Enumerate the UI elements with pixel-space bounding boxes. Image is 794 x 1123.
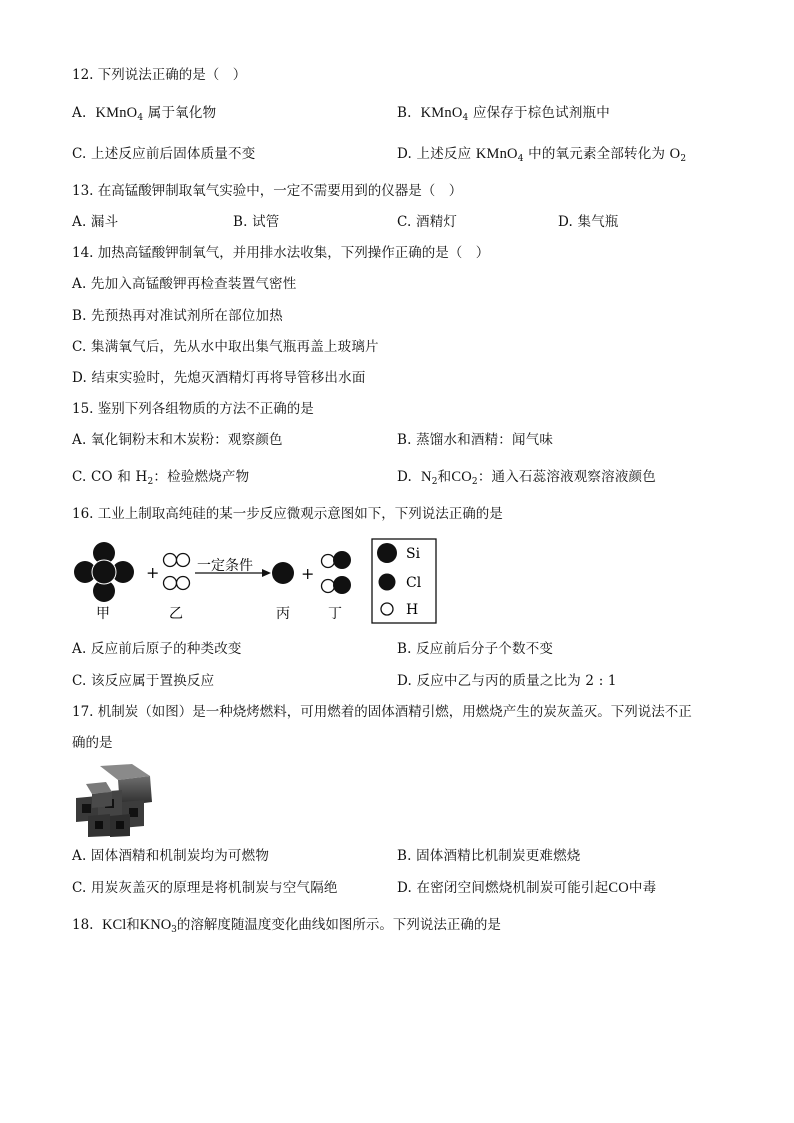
charcoal-image	[72, 762, 158, 838]
label-bing: 丙	[276, 606, 290, 622]
svg-text:+: +	[301, 564, 315, 583]
q15-option-c: C. CO 和 $H_2$：检验燃烧产物	[72, 469, 250, 487]
q16-option-a: A. 反应前后原子的种类改变	[72, 641, 242, 657]
q16-option-c: C. 该反应属于置换反应	[72, 673, 215, 689]
q13-option-b: B. 试管	[233, 214, 280, 230]
q15-option-a: A. 氧化铜粉末和木炭粉：观察颜色	[72, 432, 283, 448]
q17-stem-line2: 确的是	[72, 735, 113, 751]
label-ding: 丁	[328, 606, 342, 622]
q12-option-c: C. 上述反应前后固体质量不变	[72, 146, 256, 162]
q12-option-d: D. 上述反应 KMnO$_4$ 中的氧元素全部转化为 $O_2$	[397, 146, 687, 164]
legend-si: Si	[406, 546, 421, 562]
reaction-condition: 一定条件	[197, 558, 253, 574]
molecule-jia	[74, 542, 134, 602]
q14-option-a: A. 先加入高锰酸钾再检查装置气密性	[72, 276, 297, 292]
q17-stem-line1: 17. 机制炭（如图）是一种烧烤燃料，可用燃着的固体酒精引燃，用燃烧产生的炭灰盖灭。下列说法不正	[72, 704, 692, 720]
q17-option-c: C. 用炭灰盖灭的原理是将机制炭与空气隔绝	[72, 880, 338, 896]
label-yi: 乙	[169, 606, 183, 622]
q14-stem: 14. 加热高锰酸钾制氧气，并用排水法收集，下列操作正确的是（ ）	[72, 245, 490, 261]
legend-h: H	[406, 602, 419, 618]
q15-stem: 15. 鉴别下列各组物质的方法不正确的是	[72, 401, 314, 417]
q16-option-b: B. 反应前后分子个数不变	[397, 641, 554, 657]
q13-option-d: D. 集气瓶	[558, 214, 619, 230]
svg-text:+: +	[146, 563, 160, 582]
reaction-diagram	[70, 536, 470, 628]
q17-option-d: D. 在密闭空间燃烧机制炭可能引起CO中毒	[397, 880, 657, 896]
q13-option-a: A. 漏斗	[72, 214, 119, 230]
molecule-bing	[272, 562, 294, 584]
molecule-yi	[164, 554, 190, 590]
q17-option-a: A. 固体酒精和机制炭均为可燃物	[72, 848, 270, 864]
q14-option-b: B. 先预热再对准试剂所在部位加热	[72, 308, 283, 324]
q12-option-b: B. KMnO$_4$ 应保存于棕色试剂瓶中	[397, 105, 610, 123]
q15-option-b: B. 蒸馏水和酒精：闻气味	[397, 432, 554, 448]
label-jia: 甲	[96, 606, 110, 622]
q15-option-d: D. $N_2$和$CO_2$：通入石蕊溶液观察溶液颜色	[397, 469, 656, 487]
molecule-ding	[322, 551, 352, 594]
q16-stem: 16. 工业上制取高纯硅的某一步反应微观示意图如下，下列说法正确的是	[72, 506, 503, 522]
q12-stem: 12. 下列说法正确的是（ ）	[72, 67, 247, 83]
legend-cl: Cl	[406, 575, 422, 591]
q14-option-c: C. 集满氧气后，先从水中取出集气瓶再盖上玻璃片	[72, 339, 379, 355]
q16-option-d: D. 反应中乙与丙的质量之比为 2 : 1	[397, 673, 617, 689]
q13-stem: 13. 在高锰酸钾制取氧气实验中，一定不需要用到的仪器是（ ）	[72, 183, 463, 199]
q14-option-d: D. 结束实验时，先熄灭酒精灯再将导管移出水面	[72, 370, 366, 386]
q17-option-b: B. 固体酒精比机制炭更难燃烧	[397, 848, 581, 864]
q18-stem: 18. KCl和$KNO_3$的溶解度随温度变化曲线如图所示。下列说法正确的是	[72, 917, 501, 935]
q13-option-c: C. 酒精灯	[397, 214, 458, 230]
q12-option-a: A. KMnO$_4$ 属于氧化物	[72, 105, 217, 123]
